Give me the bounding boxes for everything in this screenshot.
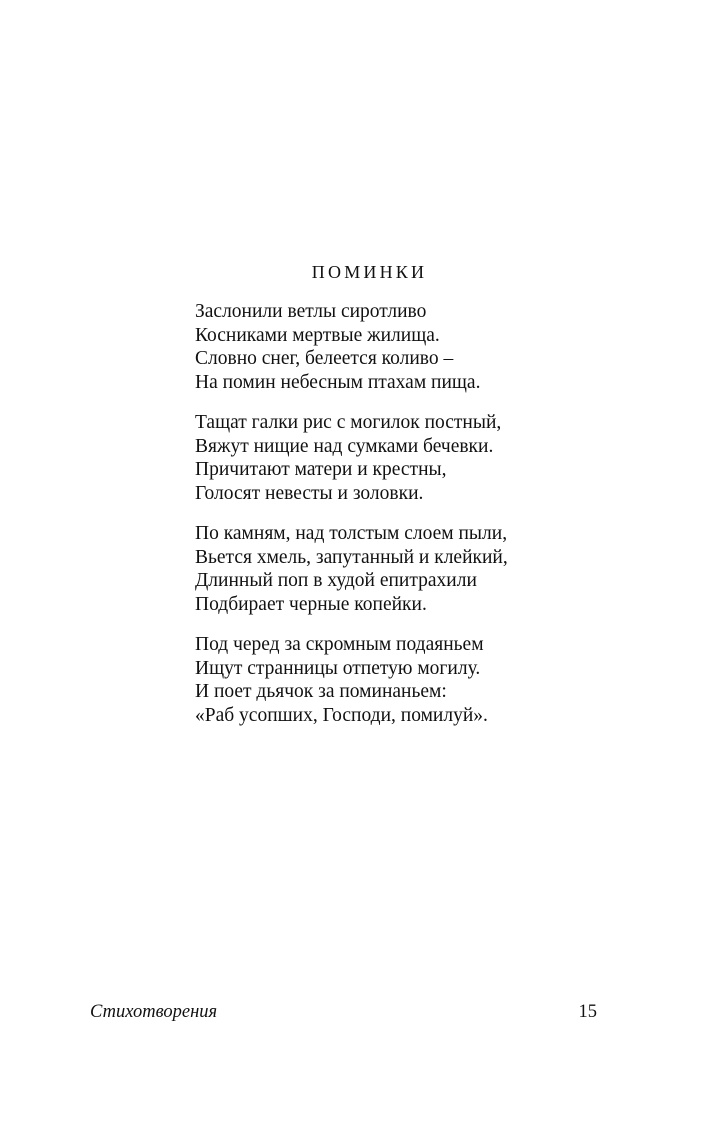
stanza bbox=[195, 411, 675, 505]
poem-line: Длинный поп в худой епитрахили bbox=[195, 570, 477, 591]
poem-line: Тащат галки рис с могилок постный, bbox=[195, 412, 502, 433]
poem-line: Голосят невесты и золовки. bbox=[195, 482, 424, 504]
poem-line: «Раб усопших, Господи, помилуй». bbox=[195, 704, 488, 726]
poem-line: Ищут странницы отпетую могилу. bbox=[195, 657, 481, 679]
poem-body bbox=[195, 300, 675, 744]
running-footer-section: Стихотворения bbox=[90, 1002, 218, 1022]
poem-line: По камням, над толстым слоем пыли, bbox=[195, 523, 508, 544]
stanza bbox=[195, 300, 675, 394]
poem-line: Вяжут нищие над сумками бечевки. bbox=[195, 435, 494, 457]
poem-line: Подбирает черные копейки. bbox=[195, 593, 427, 615]
poem-line: Под черед за скромным подаяньем bbox=[195, 634, 484, 655]
page-number: 15 bbox=[578, 1002, 597, 1022]
poem-line: Вьется хмель, запутанный и клейкий, bbox=[195, 546, 508, 568]
poem-line: Заслонили ветлы сиротливо bbox=[195, 301, 427, 322]
poem-line: И поет дьячок за поминаньем: bbox=[195, 681, 447, 702]
poem-line: На помин небесным птахам пища. bbox=[195, 371, 481, 393]
stanza bbox=[195, 633, 675, 727]
poem-title: ПОМИНКИ bbox=[311, 262, 428, 282]
poem-line: Причитают матери и крестны, bbox=[195, 459, 447, 480]
poem-line: Словно снег, белеется коливо – bbox=[195, 348, 454, 369]
stanza bbox=[195, 522, 675, 616]
poem-line: Косниками мертвые жилища. bbox=[195, 324, 440, 346]
